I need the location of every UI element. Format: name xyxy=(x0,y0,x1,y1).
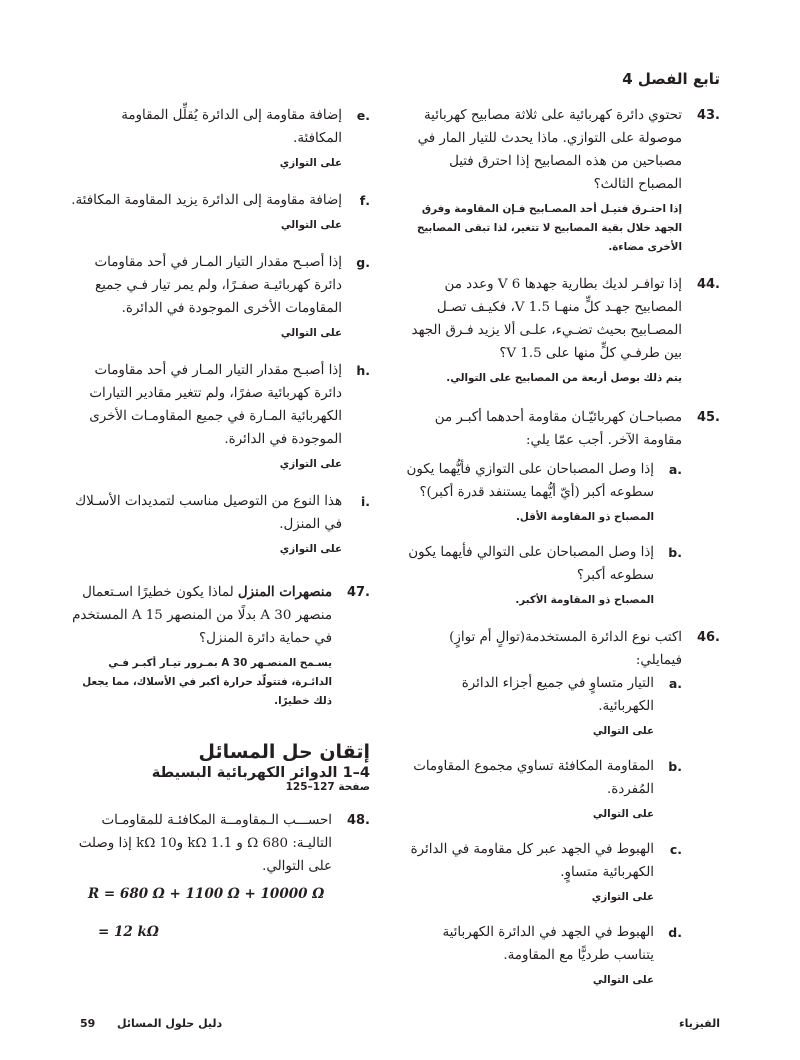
page-number: 59 xyxy=(80,1017,96,1030)
sub-question-d xyxy=(404,921,682,990)
sub-letter: .a xyxy=(668,462,682,477)
equation-line-2: = 12 kΩ xyxy=(98,924,159,940)
question-number: .47 xyxy=(346,585,370,600)
question-44 xyxy=(404,273,720,388)
question-48 xyxy=(70,809,370,940)
sub-letter: .f xyxy=(359,193,370,208)
equation-line-1: R = 680 Ω + 1100 Ω + 10000 Ω xyxy=(88,886,325,902)
question-text xyxy=(70,581,332,650)
answer-text: على التوالي xyxy=(592,974,654,986)
sub-text: الهبوط في الجهد في الدائرة الكهربائية يتناسب طرديًّا مع المقاومة. xyxy=(442,925,654,963)
question-number: .43 xyxy=(696,108,720,123)
answer-text: المصباح ذو المقاومة الأقل. xyxy=(515,511,654,523)
answer-text: على التوالي xyxy=(280,327,342,339)
question-43 xyxy=(404,104,720,257)
footer-guide-title: دليل حلول المسائل xyxy=(117,1017,223,1030)
sub-letter: .g xyxy=(356,255,370,270)
sub-question-g xyxy=(70,251,370,343)
answer-text: على التوازي xyxy=(279,157,342,169)
answer-text: على التوالي xyxy=(280,219,342,231)
sub-letter: .a xyxy=(668,676,682,691)
sub-text: الهبوط في الجهد عبر كل مقاومة في الدائرة الكهربائية متساوٍ. xyxy=(410,842,654,880)
sub-letter: .d xyxy=(668,925,682,940)
question-47 xyxy=(70,581,370,711)
answer-text: على التوالي xyxy=(592,725,654,737)
section-pages: صفحة 127–125 xyxy=(285,781,370,793)
answer-text: على التوازي xyxy=(279,543,342,555)
sub-text: إضافة مقاومة إلى الدائرة يزيد المقاومة المكافئة. xyxy=(71,193,342,208)
sub-letter: .b xyxy=(668,759,682,774)
question-number: .44 xyxy=(696,277,720,292)
question-text: مصباحـان كهربائيّـان مقاومة أحدهما أكبـر من مقاومة الآخر. أجب عمّا يلي: xyxy=(434,410,682,448)
question-45 xyxy=(404,406,720,610)
sub-text: إذا أصبـح مقدار التيار المـار في أحد مقاومات دائرة كهربائيـة صفـرًا، ولم يمر تيار فـي جميع المقاومات الأخرى الموجودة في الدائرة. xyxy=(94,255,342,316)
sub-text: هذا النوع من التوصيل مناسب لتمديدات الأسـلاك في المنزل. xyxy=(75,494,342,532)
chapter-heading: تابع الفصل 4 xyxy=(622,70,720,88)
answer-text: على التوازي xyxy=(279,458,342,470)
sub-question-a xyxy=(404,458,682,527)
sub-text: المقاومة المكافئة تساوي مجموع المقاومات المُفردة. xyxy=(413,759,654,797)
sub-question-i xyxy=(70,490,370,559)
answer-text: المصباح ذو المقاومة الأكبر. xyxy=(515,594,654,606)
answer-text: إذا احتـرق فتيـل أحد المصـابيح فـإن المقاومة وفرق الجهد خلال بقية المصابيح لا تتغير، لذا تبقى المصابيح الأخرى مضاءة. xyxy=(416,203,682,253)
footer-subject: الفيزياء xyxy=(678,1017,720,1030)
question-text: احســـب الـمقاومــة المكافئـة للمقاومـات التاليـة: 680 Ω و 1.1 kΩ و10 kΩ إذا وصلت على التوالي. xyxy=(78,813,332,874)
sub-letter: .c xyxy=(669,842,682,857)
sub-question-b xyxy=(404,755,682,824)
sub-question-e xyxy=(70,104,370,173)
sub-letter: .i xyxy=(360,494,370,509)
sub-text: إضافة مقاومة إلى الدائرة يُقلِّل المقاومة المكافئة. xyxy=(121,108,342,146)
left-column xyxy=(70,104,370,940)
sub-text: إذا أصبـح مقدار التيار المـار في أحد مقاومات دائرة كهربائية صفرًا، ولم تتغير مقادير التيارات الكهربائية المـارة في جميع المقاومـات الأخرى الموجودة في الدائرة. xyxy=(89,363,342,447)
answer-text: يسـمح المنصـهر 30 A بمـرور تيـار أكبـر فـي الدائـرة، فتتولّد حرارة أكبر في الأسلاك، مما يجعل ذلك خطيرًا. xyxy=(82,657,332,707)
footer-guide xyxy=(80,1017,222,1030)
question-bold-lead: منصهرات المنزل xyxy=(237,584,332,600)
sub-text: إذا وصل المصباحان على التوازي فأيُّهما يكون سطوعه أكبر (أيّ أيُّهما يستنفد قدرة أكبر)؟ xyxy=(406,462,654,500)
sub-question-c xyxy=(404,838,682,907)
answer-text: يتم ذلك بوصل أربعة من المصابيح على التوالي. xyxy=(446,372,682,384)
question-number: .45 xyxy=(696,410,720,425)
sub-text: إذا وصل المصباحان على التوالي فأيهما يكون سطوعه أكبر؟ xyxy=(408,545,654,583)
sub-question-a xyxy=(404,672,682,741)
sub-question-f xyxy=(70,189,370,235)
section-title: إتقان حل المسائل xyxy=(198,741,370,763)
sub-text: التيار متساوٍ في جميع أجزاء الدائرة الكهربائية. xyxy=(461,676,654,714)
question-46 xyxy=(404,626,720,990)
sub-letter: .h xyxy=(356,363,370,378)
sub-letter: .e xyxy=(356,108,370,123)
right-column xyxy=(404,104,720,990)
sub-letter: .b xyxy=(668,545,682,560)
question-number: .46 xyxy=(696,630,720,645)
question-text: إذا توافـر لديك بطارية جهدها 6 V وعدد من المصابيح جهـد كلٍّ منهـا 1.5 V، فكيـف تصـل المصـابيح بحيث تضـيء، علـى ألا يزيد فـرق الجهد بين طرفـي كلٍّ منها على 1.5 V؟ xyxy=(411,277,682,361)
answer-text: على التوازي xyxy=(591,891,654,903)
question-rest: لماذا يكون خطيرًا اسـتعمال منصهر 30 A بدلًا من المنصهر 15 A المستخدم في حماية دائرة المنزل؟ xyxy=(72,585,332,646)
sub-question-h xyxy=(70,359,370,474)
question-number: .48 xyxy=(346,813,370,828)
question-text: تحتوي دائرة كهربائية على ثلاثة مصابيح كهربائية موصولة على التوازي. ماذا يحدث للتيار المار في مصباحين من هذه المصابيح إذا احترق فتيل المصباح الثالث؟ xyxy=(417,108,682,192)
sub-question-b xyxy=(404,541,682,610)
section-subtitle: 4–1 الدوائر الكهربائية البسيطة xyxy=(151,765,370,781)
question-text: اكتب نوع الدائرة المستخدمة(توالٍ أم توازٍ) فيمايلي: xyxy=(449,630,682,668)
answer-text: على التوالي xyxy=(592,808,654,820)
section-header xyxy=(70,741,370,793)
